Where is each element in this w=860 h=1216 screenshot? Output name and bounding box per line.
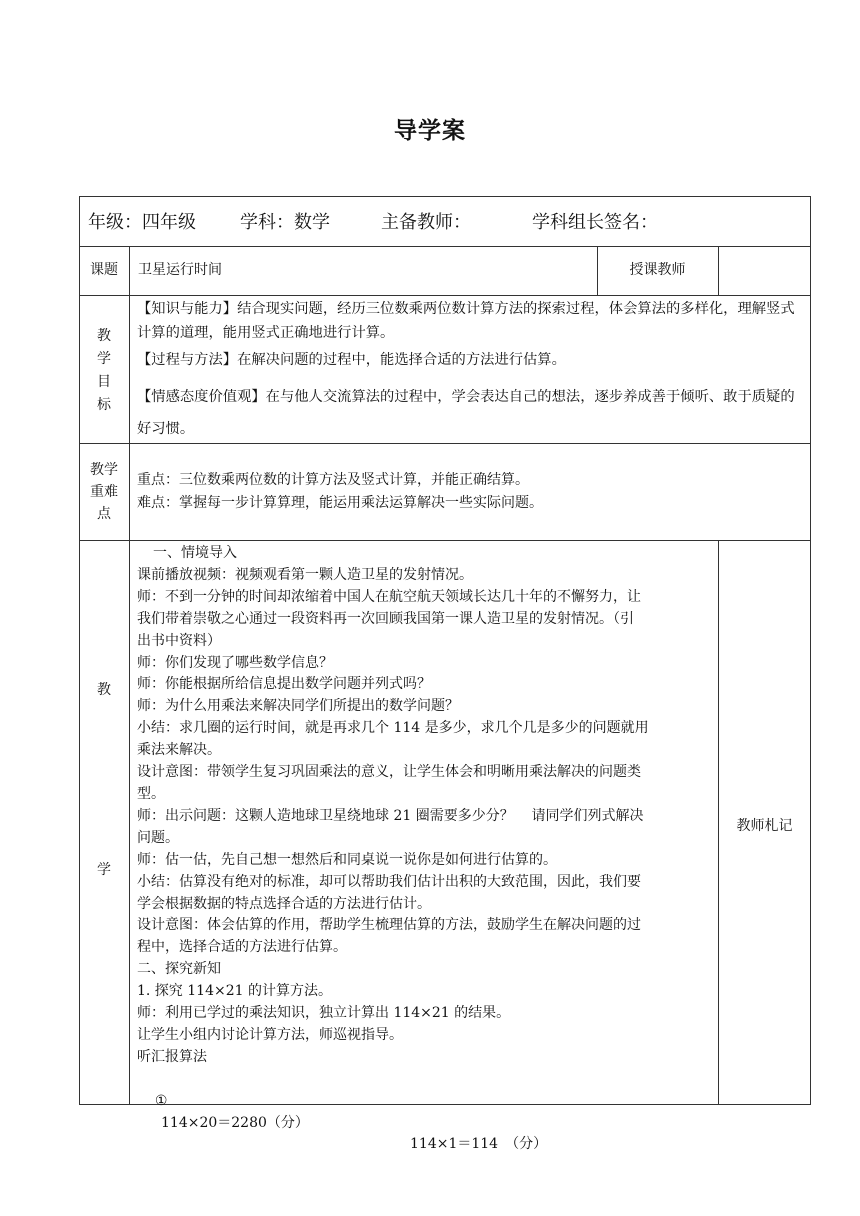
- goals-label: [79, 325, 129, 417]
- process-line: 师：出示问题：这颗人造地球卫星绕地球 21 圈需要多少分？ 请同学们列式解决: [137, 807, 644, 824]
- table-border-topic-bottom: [79, 295, 811, 296]
- teacher-label: 授课教师: [629, 262, 686, 278]
- process-label-bottom: 学: [97, 862, 111, 878]
- process-line: 出书中资料）: [137, 632, 221, 649]
- keypoints-label-line: 点: [97, 506, 111, 522]
- table-divider-label: [129, 246, 130, 1104]
- process-content: [137, 543, 715, 1153]
- keypoints-key: 重点：三位数乘两位数的计算方法及竖式计算，并能正确结算。: [137, 472, 529, 488]
- calc-two: 114×1＝114 （分）: [410, 1136, 548, 1153]
- process-line: 型。: [137, 785, 165, 802]
- topic-label: 课题: [90, 262, 118, 278]
- keypoints-label-line: 教学: [90, 462, 118, 478]
- keypoints-difficult: 难点：掌握每一步计算算理，能运用乘法运算解决一些实际问题。: [137, 495, 543, 511]
- process-line: 师：为什么用乘法来解决同学们所提出的数学问题？: [137, 698, 459, 715]
- process-line: 听汇报算法: [137, 1048, 207, 1065]
- table-border-right: [810, 196, 811, 1105]
- header-group-leader: 学科组长签名：: [532, 212, 658, 233]
- keypoints-label: [79, 459, 129, 525]
- process-line: 让学生小组内讨论计算方法，师巡视指导。: [137, 1026, 403, 1043]
- process-line: 师：不到一分钟的时间却浓缩着中国人在航空航天领域长达几十年的不懈努力，让: [137, 588, 641, 605]
- circled-one-marker: ①: [154, 1092, 168, 1109]
- table-border-keypoints-bottom: [79, 540, 811, 541]
- table-border-top: [79, 196, 811, 197]
- process-line: 一、情境导入: [153, 545, 237, 561]
- table-border-header-bottom: [79, 246, 811, 247]
- process-line: 课前播放视频：视频观看第一颗人造卫星的发射情况。: [137, 566, 473, 583]
- process-last-line: [137, 1069, 715, 1153]
- process-line: 小结：求几圈的运行时间，就是再求几个 114 是多少，求几个几是多少的问题就用: [137, 720, 649, 737]
- header-grade: 年级：四年级: [88, 212, 196, 233]
- process-line: 师：你能根据所给信息提出数学问题并列式吗？: [137, 676, 431, 693]
- goals-label-char: 教: [97, 328, 111, 344]
- table-border-bottom: [79, 1104, 811, 1105]
- process-label-top: 教: [97, 682, 111, 698]
- goals-content: [137, 297, 807, 445]
- process-line: 师：利用已学过的乘法知识，独立计算出 114×21 的结果。: [137, 1005, 511, 1022]
- goal-knowledge: 【知识与能力】结合现实问题，经历三位数乘两位数计算方法的探索过程，体会算法的多样化，理解竖式计算的道理，能用竖式正确地进行计算。: [137, 301, 795, 341]
- goals-label-char: 目: [97, 374, 111, 390]
- goals-label-char: 学: [97, 351, 111, 367]
- process-line: 师：估一估，先自己想一想然后和同桌说一说你是如何进行估算的。: [137, 851, 557, 868]
- process-line: 设计意图：带领学生复习巩固乘法的意义，让学生体会和明晰用乘法解决的问题类: [137, 764, 641, 781]
- process-line: 问题。: [137, 829, 179, 846]
- process-line: 我们带着崇敬之心通过一段资料再一次回顾我国第一课人造卫星的发射情况。（引: [137, 610, 634, 627]
- process-line: 师：你们发现了哪些数学信息？: [137, 654, 333, 671]
- teacher-notes-label: 教师札记: [736, 818, 793, 834]
- table-divider-topic-2: [718, 246, 719, 295]
- process-line: 学会根据数据的特点选择合适的方法进行估计。: [137, 895, 431, 912]
- topic-value: 卫星运行时间: [138, 262, 222, 278]
- goal-process: 【过程与方法】在解决问题的过程中，能选择合适的方法进行估算。: [137, 352, 566, 368]
- process-line: 设计意图：体会估算的作用，帮助学生梳理估算的方法，鼓励学生在解决问题的过: [137, 917, 641, 934]
- process-line: 小结：估算没有绝对的标准，却可以帮助我们估计出积的大致范围，因此，我们要: [137, 873, 641, 890]
- header-subject: 学科：数学: [240, 212, 330, 233]
- header-lead-teacher: 主备教师：: [381, 212, 471, 233]
- process-line: 程中，选择合适的方法进行估算。: [137, 939, 347, 956]
- page-title: 导学案: [394, 118, 466, 144]
- keypoints-label-line: 重难: [90, 484, 118, 500]
- process-line: 乘法来解决。: [137, 742, 221, 759]
- process-line: 二、探究新知: [137, 961, 221, 978]
- calc-one: 114×20＝2280（分）: [161, 1114, 309, 1131]
- goal-emotion: 【情感态度价值观】在与他人交流算法的过程中，学会表达自己的想法，逐步养成善于倾听、敢于质疑的好习惯。: [137, 389, 795, 437]
- process-line: 1. 探究 114×21 的计算方法。: [137, 983, 332, 1000]
- goals-label-char: 标: [97, 397, 111, 413]
